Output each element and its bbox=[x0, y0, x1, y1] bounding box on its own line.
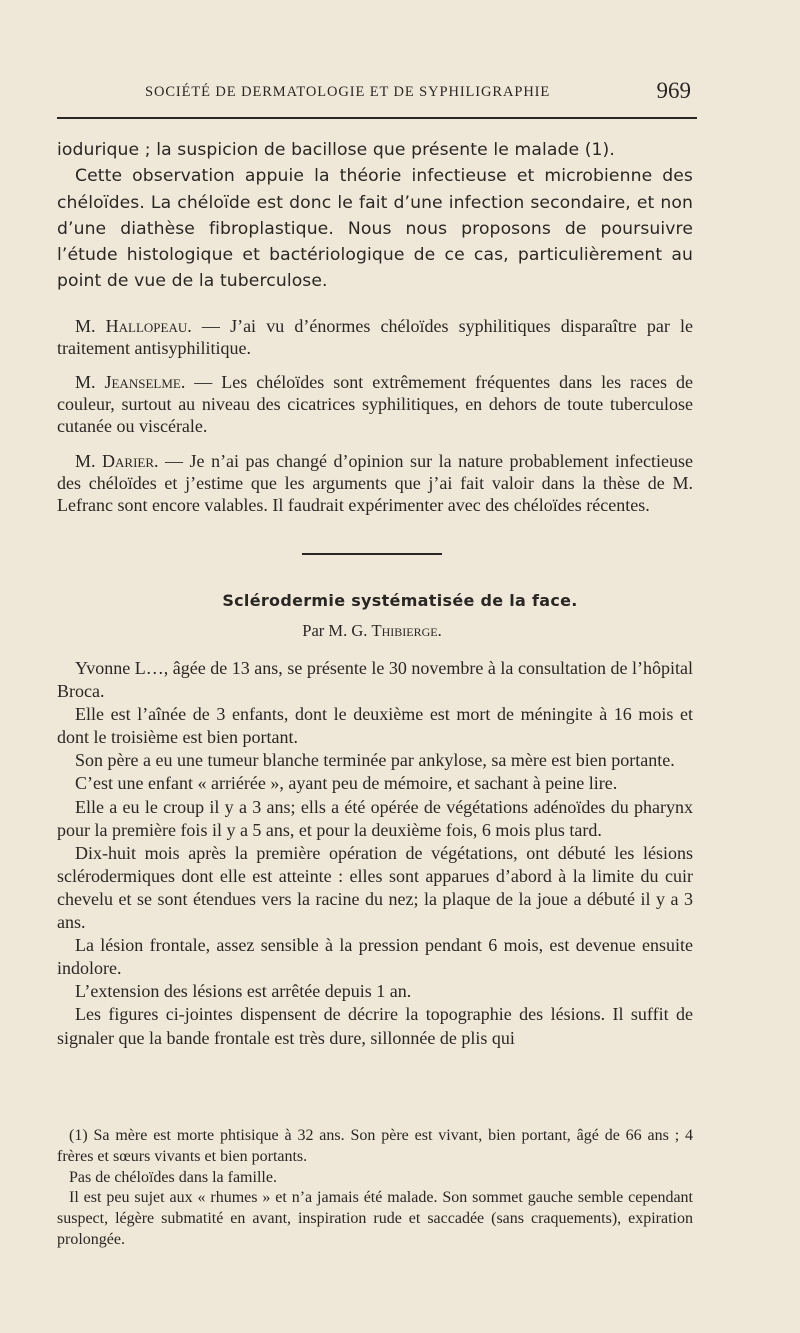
speaker-name: M. Jeanselme. bbox=[75, 372, 186, 392]
body-paragraph: L’extension des lésions est arrêtée depuis 1 an. bbox=[75, 981, 412, 1002]
running-head bbox=[57, 78, 695, 108]
discussion-hallopeau bbox=[57, 315, 693, 359]
footnote: Pas de chéloïdes dans la famille. bbox=[69, 1168, 277, 1186]
case-body bbox=[57, 657, 693, 1050]
discussion-darier bbox=[57, 450, 693, 516]
intro-first-line: iodurique ; la suspicion de bacillose que présente le malade (1). bbox=[57, 140, 615, 160]
header-rule bbox=[57, 117, 697, 119]
byline-prefix: Par M. G. bbox=[302, 621, 372, 640]
running-title: SOCIÉTÉ DE DERMATOLOGIE ET DE SYPHILIGRAPHIE bbox=[145, 84, 551, 100]
speaker-name: M. Hallopeau. bbox=[75, 316, 192, 336]
body-paragraph: Elle a eu le croup il y a 3 ans; ells a été opérée de végétations adénoïdes du pharynx pour la première fois il y a 5 ans, et pour la deuxième fois, 6 mois plus tard. bbox=[57, 796, 693, 840]
speaker-name: M. Darier. bbox=[75, 451, 159, 471]
intro-paragraph bbox=[57, 137, 693, 295]
section-divider bbox=[302, 553, 442, 555]
footnote: (1) Sa mère est morte phtisique à 32 ans. Son père est vivant, bien portant, âgé de 66 ans ; 4 frères et sœurs vivants et bien portants. bbox=[57, 1127, 693, 1165]
intro-continuation: Cette observation appuie la théorie infectieuse et microbienne des chéloïdes. La chéloïde est donc le fait d’une infection secondaire, et non d’une diathèse fibroplastique. Nous nous proposons de poursuivre l’étude histologique et bactériologique de ce cas, particulièrement au point de vue de la tuberculose. bbox=[57, 166, 693, 292]
body-paragraph: La lésion frontale, assez sensible à la pression pendant 6 mois, est devenue ensuite indolore. bbox=[57, 935, 693, 979]
body-paragraph: Son père a eu une tumeur blanche terminée par ankylose, sa mère est bien portante. bbox=[75, 750, 675, 771]
body-paragraph: C’est une enfant « arriérée », ayant peu de mémoire, et sachant à peine lire. bbox=[75, 773, 618, 794]
section-byline bbox=[0, 621, 744, 641]
footnotes bbox=[57, 1126, 693, 1251]
speaker-remark: — J’ai vu d’énormes chéloïdes syphilitiques disparaître par le traitement antisyphilitique. bbox=[57, 316, 693, 358]
body-paragraph: Les figures ci-jointes dispensent de décrire la topographie des lésions. Il suffit de signaler que la bande frontale est très dure, sillonnée de plis qui bbox=[57, 1004, 693, 1048]
page-number: 969 bbox=[656, 78, 691, 103]
speaker-remark: — Je n’ai pas changé d’opinion sur la nature probablement infectieuse des chéloïdes et j’estime que les arguments que j’ai fait valoir dans la thèse de M. Lefranc sont encore valables. Il faudrait expérimenter avec des chéloïdes récentes. bbox=[57, 451, 693, 515]
section-title: Sclérodermie systématisée de la face. bbox=[222, 591, 578, 610]
byline-author: Thibierge. bbox=[371, 621, 442, 640]
body-paragraph: Dix-huit mois après la première opération de végétations, ont débuté les lésions sclérodermiques dont elle est atteinte : elles sont apparues d’abord à la limite du cuir chevelu et se sont étendues vers la racine du nez; la plaque de la joue a débuté il y a 3 ans. bbox=[57, 842, 693, 933]
body-paragraph: Elle est l’aînée de 3 enfants, dont le deuxième est mort de méningite à 16 mois et dont le troisième est bien portant. bbox=[57, 704, 693, 748]
footnote: Il est peu sujet aux « rhumes » et n’a jamais été malade. Son sommet gauche semble cependant suspect, légère submatité en avant, inspiration rude et saccadée (sans craquements), expiration prolongée. bbox=[57, 1189, 693, 1248]
body-paragraph: Yvonne L…, âgée de 13 ans, se présente le 30 novembre à la consultation de l’hôpital Broca. bbox=[57, 658, 693, 702]
discussion-jeanselme bbox=[57, 371, 693, 437]
speaker-remark: — Les chéloïdes sont extrêmement fréquentes dans les races de couleur, surtout au niveau des cicatrices syphilitiques, en dehors de toute tuberculose cutanée ou viscérale. bbox=[57, 372, 693, 436]
